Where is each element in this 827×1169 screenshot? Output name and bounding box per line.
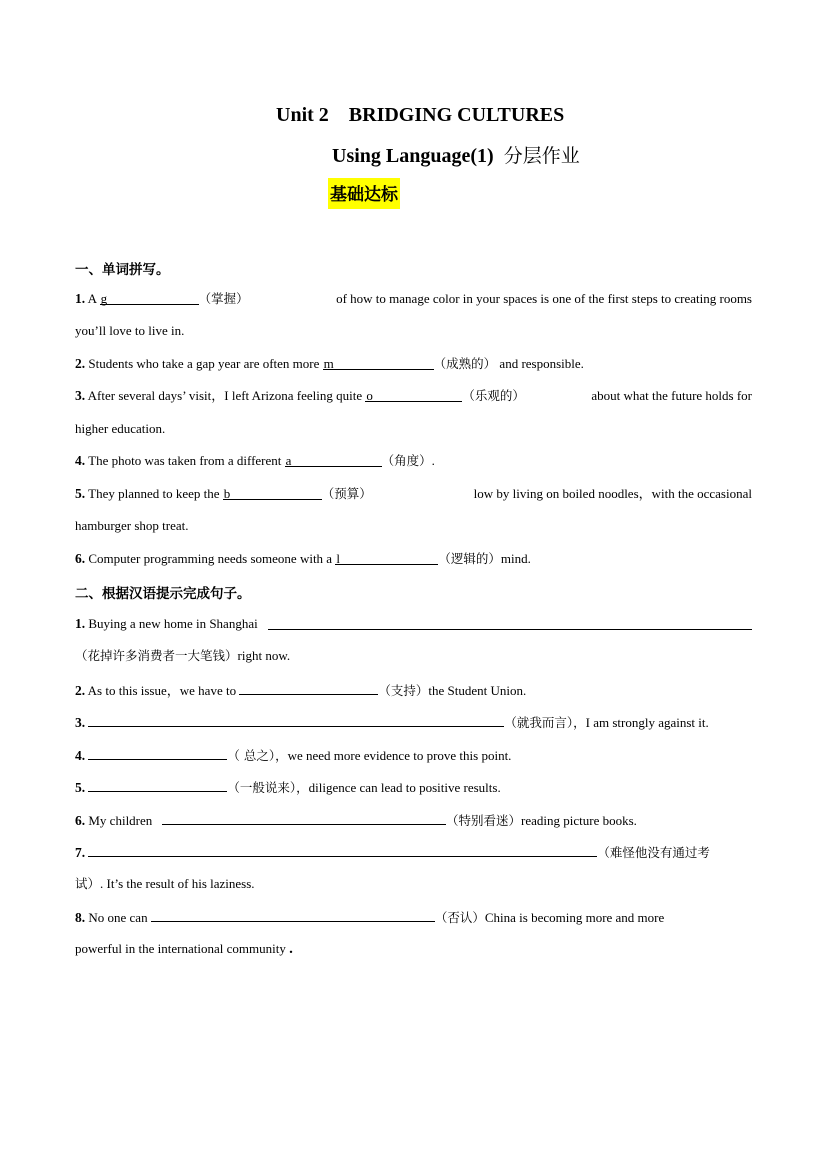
unit-title [276, 104, 564, 127]
question-1-4: 4. The photo was taken from a different a （角度）. [75, 453, 435, 468]
answer-blank[interactable] [88, 777, 227, 792]
question-2-1-cont: （花掉许多消费者一大笔钱）right now. [75, 648, 291, 663]
question-2-1: 1. Buying a new home in Shanghai [75, 615, 752, 633]
answer-blank[interactable] [268, 615, 752, 630]
answer-blank[interactable]: o [365, 387, 462, 402]
answer-blank[interactable]: g [100, 290, 199, 305]
lesson-name: Using Language(1) [332, 145, 494, 167]
lesson-title [332, 141, 580, 168]
question-2-7-cont: 试）. It’s the result of his laziness. [75, 876, 255, 891]
answer-blank[interactable]: l [335, 550, 438, 565]
question-1-6: 6. Computer programming needs someone with a l （逻辑的）mind. [75, 551, 531, 566]
question-1-5-cont: hamburger shop treat. [75, 518, 189, 533]
section2-title: 二、根据汉语提示完成句子。 [75, 586, 251, 602]
question-1-1: 1. A g （掌握） of how to manage color in your spaces is one of the first steps to creating rooms [75, 291, 752, 306]
answer-blank[interactable]: a [285, 452, 382, 467]
lesson-subtitle: 分层作业 [503, 145, 580, 167]
question-2-3: 3. （就我而言），I am strongly against it. [75, 712, 752, 732]
question-2-4: 4. （ 总之），we need more evidence to prove this point. [75, 745, 752, 765]
question-2-5: 5. （一般说来），diligence can lead to positive results. [75, 777, 752, 797]
question-1-5: 5. They planned to keep the b （预算） low by living on boiled noodles，with the occasional [75, 486, 752, 501]
question-2-8-cont: powerful in the international community . [75, 941, 293, 957]
question-2-7: 7. （难怪他没有通过考 [75, 842, 752, 862]
question-1-3-cont: higher education. [75, 421, 166, 436]
question-1-3: 3. After several days’ visit，I left Arizona feeling quite o （乐观的） about what the future holds for [75, 388, 752, 403]
answer-blank[interactable] [162, 810, 446, 825]
answer-blank[interactable] [151, 907, 435, 922]
question-2-2: 2. As to this issue，we have to （支持）the Student Union. [75, 680, 752, 700]
question-2-8: 8. No one can （否认）China is becoming more and more [75, 907, 752, 927]
question-1-2: 2. Students who take a gap year are often more m （成熟的） and responsible. [75, 356, 584, 371]
level-badge: 基础达标 [328, 178, 400, 209]
section1-title: 一、单词拼写。 [75, 262, 170, 278]
question-1-1-cont: you’ll love to live in. [75, 323, 185, 338]
answer-blank[interactable] [88, 712, 504, 727]
answer-blank[interactable] [239, 680, 378, 695]
answer-blank[interactable]: m [323, 355, 434, 370]
answer-blank[interactable] [88, 745, 227, 760]
answer-blank[interactable] [88, 842, 597, 857]
question-2-6: 6. My children （特别看迷）reading picture books. [75, 810, 752, 830]
unit-name: BRIDGING CULTURES [348, 104, 565, 126]
unit-number: Unit 2 [276, 104, 329, 126]
answer-blank[interactable]: b [223, 485, 322, 500]
